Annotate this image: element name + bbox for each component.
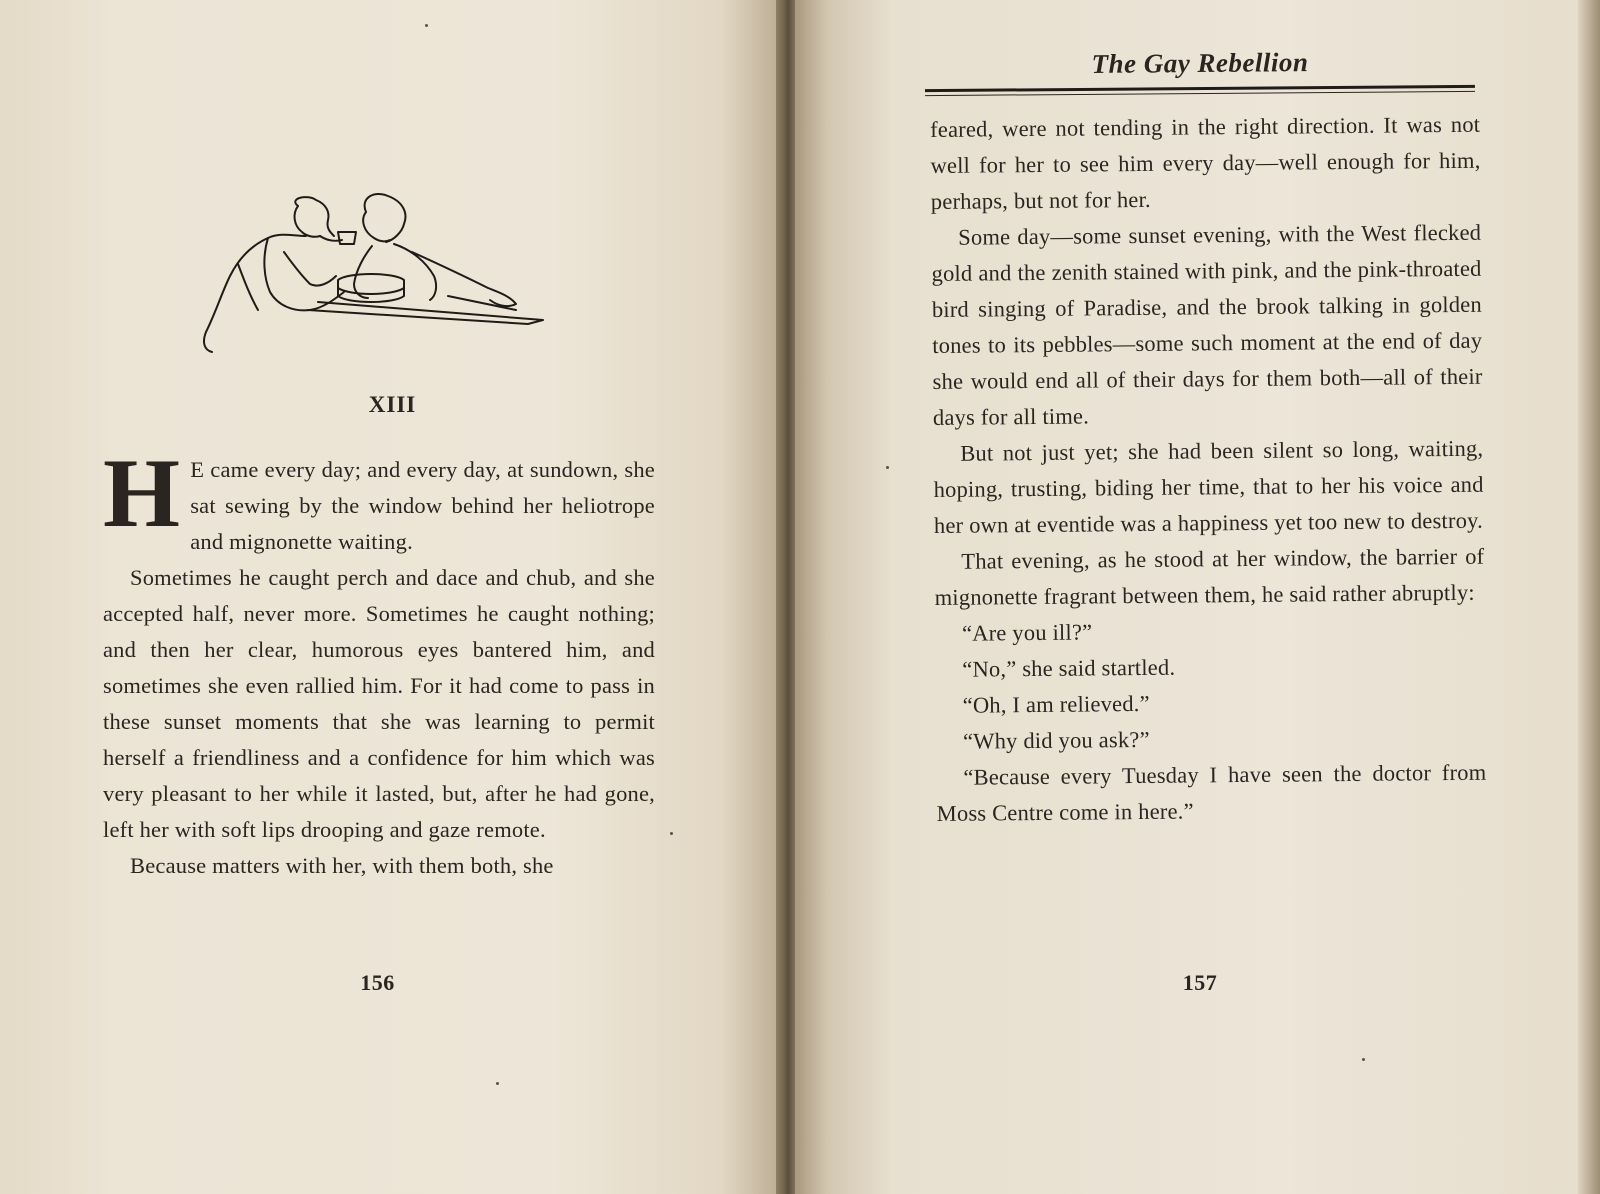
right-page-body [930, 107, 1487, 832]
paper-speck [496, 1082, 499, 1085]
paper-speck [425, 24, 428, 27]
dialogue-line: “Because every Tuesday I have seen the doctor from Moss Centre come in here.” [936, 759, 1487, 826]
paper-speck [670, 832, 673, 835]
chapter-number: XIII [368, 392, 417, 417]
dialogue-line: “Oh, I am relieved.” [962, 690, 1150, 718]
dialogue-line: “No,” she said startled. [962, 654, 1176, 682]
paper-speck [886, 466, 889, 469]
drop-cap: H [103, 439, 181, 548]
paragraph: That evening, as he stood at her window, the barrier of mignonette fragrant between them, he said rather abruptly: [934, 543, 1485, 610]
paragraph: feared, were not tending in the right direction. It was not well for her to see him every day—well enough for him, perhaps, but not for her. [930, 111, 1481, 214]
chapter-illustration [198, 192, 558, 362]
left-page-body [103, 439, 655, 884]
page-number-right: 157 [1182, 970, 1218, 995]
paragraph: Some day—some sunset evening, with the West flecked gold and the zenith stained with pink, and the pink-throated bird singing of Paradise, and the brook talking in golden tones to its pebbles—some such moment at the end of day she would end all of their days for them both—all of their days for all time. [931, 219, 1483, 430]
paragraph: But not just yet; she had been silent so long, waiting, hoping, trusting, biding her time, that to her his voice and her own at eventide was a happiness yet too new to destroy. [933, 435, 1484, 538]
page-edge [1578, 0, 1600, 1194]
dialogue-line: “Are you ill?” [961, 619, 1093, 646]
paragraph: Because matters with her, with them both, she [130, 853, 554, 878]
paragraph: E came every day; and every day, at sundown, she sat sewing by the window behind her heliotrope and mignonette waiting. [190, 457, 655, 554]
page-number-left: 156 [360, 970, 395, 995]
paper-speck [1362, 1058, 1365, 1061]
paragraph: Sometimes he caught perch and dace and chub, and she accepted half, never more. Sometimes he caught nothing; and then her clear, humorous eyes bantered him, and sometimes she even rallied him. For it had come to pass in these sunset moments that she was learning to permit herself a friendliness and a confidence for him which was very pleasant to her while it lasted, but, after he had gone, left her with soft lips drooping and gaze remote. [103, 565, 655, 842]
running-head: The Gay Rebellion [1091, 47, 1309, 79]
dialogue-line: “Why did you ask?” [962, 726, 1150, 754]
